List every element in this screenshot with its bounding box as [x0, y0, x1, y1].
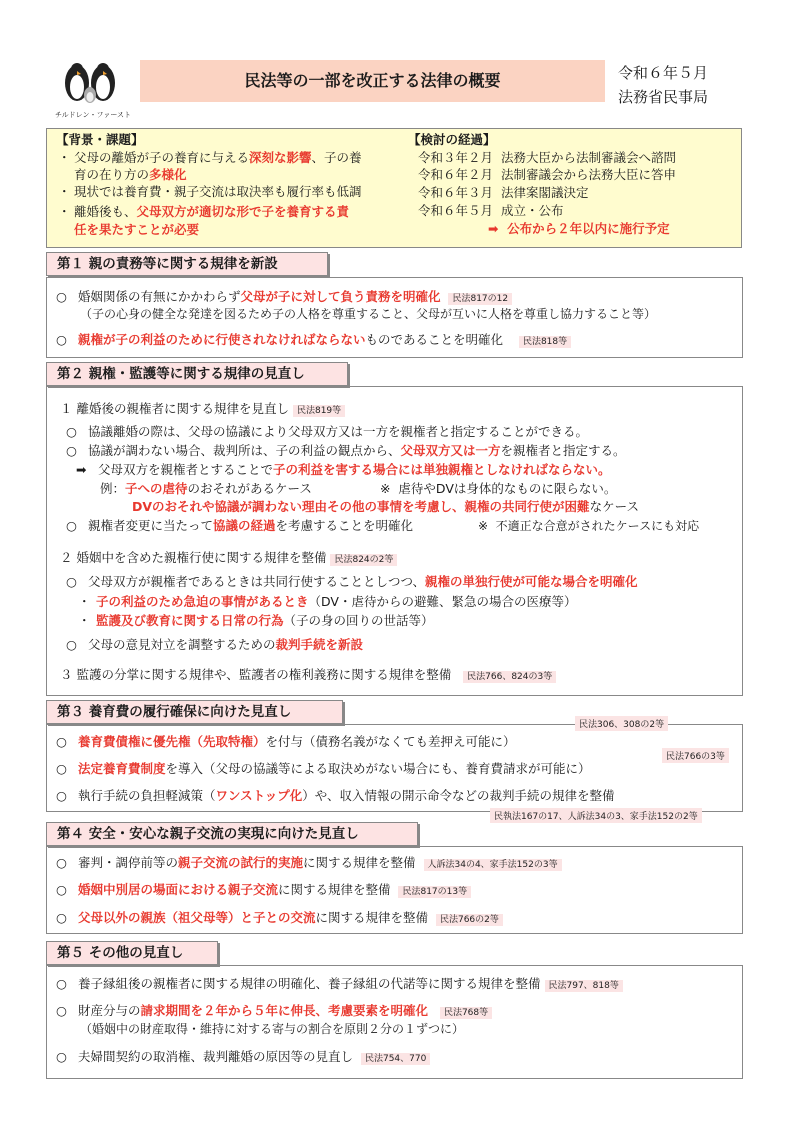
s1-item-1: ○ 婚姻関係の有無にかかわらず父母が子に対して負う責務を明確化 民法817の12	[56, 289, 512, 307]
s2-item-note: ※ 不適正な合意がされたケースにも対応	[478, 519, 700, 533]
s2-example-note: ※ 虐待やDVは身体的なものに限らない。	[380, 481, 617, 496]
bg-item: ・ 父母の離婚が子の養育に与える深刻な影響、子の養	[58, 150, 362, 165]
s5-item-1: ○ 養子縁組後の親権者に関する規律の明確化、養子縁組の代諾等に関する規律を整備 民法797、818等	[56, 976, 623, 994]
s3-item-3: ○ 執行手続の負担軽減策（ワンストップ化）や、収入情報の開示命令などの裁判手続の規律を整備	[56, 788, 615, 803]
hist-heading: 【検討の経過】	[408, 132, 496, 147]
s5-item-2-sub: （婚姻中の財産取得・維持に対する寄与の割合を原則２分の１ずつに）	[80, 1022, 465, 1036]
hist-item: 令和６年５月 成立・公布	[418, 203, 564, 218]
s4-item-1: ○ 審判・調停前等の親子交流の試行的実施に関する規律を整備 人訴法34の4、家手法152の3等	[56, 855, 562, 873]
hist-item: 令和３年２月 法務大臣から法制審議会へ諮問	[418, 150, 676, 165]
s2-item: ○ 父母双方が親権者であるときは共同行使することとしつつ、親権の単独行使が可能な場合を明確化	[66, 574, 638, 589]
section-4-title: 第４ 安全・安心な親子交流の実現に向けた見直し	[46, 822, 418, 846]
s3-ref-2: 民法766の3等	[662, 748, 729, 763]
s4-item-3: ○ 父母以外の親族（祖父母等）と子との交流に関する規律を整備 民法766の2等	[56, 910, 503, 928]
enforcement-note: ➡ 公布から２年以内に施行予定	[488, 221, 670, 236]
bg-item: ・ 離婚後も、父母双方が適切な形で子を養育する責	[58, 204, 350, 219]
section-1-title: 第１ 親の責務等に関する規律を新設	[46, 252, 328, 276]
s2-heading-1: １ 離婚後の親権者に関する規律を見直し 民法819等	[60, 401, 345, 419]
s5-item-3: ○ 夫婦間契約の取消権、裁判離婚の原因等の見直し 民法754、770	[56, 1049, 430, 1067]
s2-item: ○ 父母の意見対立を調整するための裁判手続を新設	[66, 637, 364, 652]
s2-item-dot: ・ 子の利益のため急迫の事情があるとき（DV・虐待からの避難、緊急の場合の医療等）	[78, 594, 577, 609]
s2-example-2: DVのおそれや協議が調わない理由その他の事情を考慮し、親権の共同行使が困難なケース	[132, 499, 639, 514]
page-title: 民法等の一部を改正する法律の概要	[140, 60, 605, 102]
arrow-icon: ➡	[76, 462, 87, 477]
s3-item-1: ○ 養育費債権に優先権（先取特権）を付与（債務名義がなくても差押え可能に）	[56, 734, 516, 749]
bg-item: ・ 現状では養育費・親子交流は取決率も履行率も低調	[58, 184, 362, 199]
hist-item: 令和６年３月 法律案閣議決定	[418, 185, 589, 200]
header-date: 令和６年５月	[618, 64, 709, 82]
s1-item-1-sub: （子の心身の健全な発達を図るため子の人格を尊重すること、父母が互いに人格を尊重し協力すること等）	[80, 307, 657, 321]
bg-item-cont: 育の在り方の多様化	[74, 167, 187, 182]
s2-example: 例：子への虐待のおそれがあるケース	[100, 481, 312, 496]
header-dept: 法務省民事局	[618, 88, 709, 106]
s5-item-2: ○ 財産分与の請求期間を２年から５年に伸長、考慮要素を明確化 民法768等	[56, 1003, 492, 1021]
s2-heading-2: ２ 婚姻中を含めた親権行使に関する規律を整備 民法824の2等	[60, 550, 397, 568]
section-3-title: 第３ 養育費の履行確保に向けた見直し	[46, 700, 343, 724]
s2-item: ○ 協議離婚の際は、父母の協議により父母双方又は一方を親権者と指定することができる。	[66, 424, 589, 439]
s2-item-dot: ・ 監護及び教育に関する日常の行為（子の身の回りの世話等）	[78, 613, 434, 628]
s4-item-2: ○ 婚姻中別居の場面における親子交流に関する規律を整備 民法817の13等	[56, 882, 471, 900]
penguin-logo-icon	[55, 55, 125, 105]
logo	[55, 55, 131, 119]
s3-item-2: ○ 法定養育費制度を導入（父母の協議等による取決めがない場合にも、養育費請求が可能に）	[56, 761, 591, 776]
bg-heading: 【背景・課題】	[56, 132, 144, 147]
section-2-title: 第２ 親権・監護等に関する規律の見直し	[46, 362, 348, 386]
s2-item-arrow: ➡ 父母双方を親権者とすることで子の利益を害する場合には単独親権としなければならない。	[76, 462, 611, 477]
section-5-title: 第５ その他の見直し	[46, 941, 218, 965]
logo-text: チルドレン・ファースト	[55, 111, 131, 119]
s3-ref-1: 民法306、308の2等	[575, 716, 668, 731]
bg-item-cont: 任を果たすことが必要	[74, 222, 200, 237]
s1-item-2: ○ 親権が子の利益のために行使されなければならないものであることを明確化 民法818等	[56, 332, 571, 350]
s2-heading-3: ３ 監護の分掌に関する規律や、監護者の権利義務に関する規律を整備 民法766、824の3等	[60, 667, 556, 685]
s3-ref-3: 民執法167の17、人訴法34の3、家手法152の2等	[490, 808, 702, 823]
s2-item: ○ 親権者変更に当たって協議の経過を考慮することを明確化	[66, 518, 414, 533]
s2-item: ○ 協議が調わない場合、裁判所は、子の利益の観点から、父母双方又は一方を親権者と指定する。	[66, 443, 626, 458]
hist-item: 令和６年２月 法制審議会から法務大臣に答申	[418, 167, 676, 182]
